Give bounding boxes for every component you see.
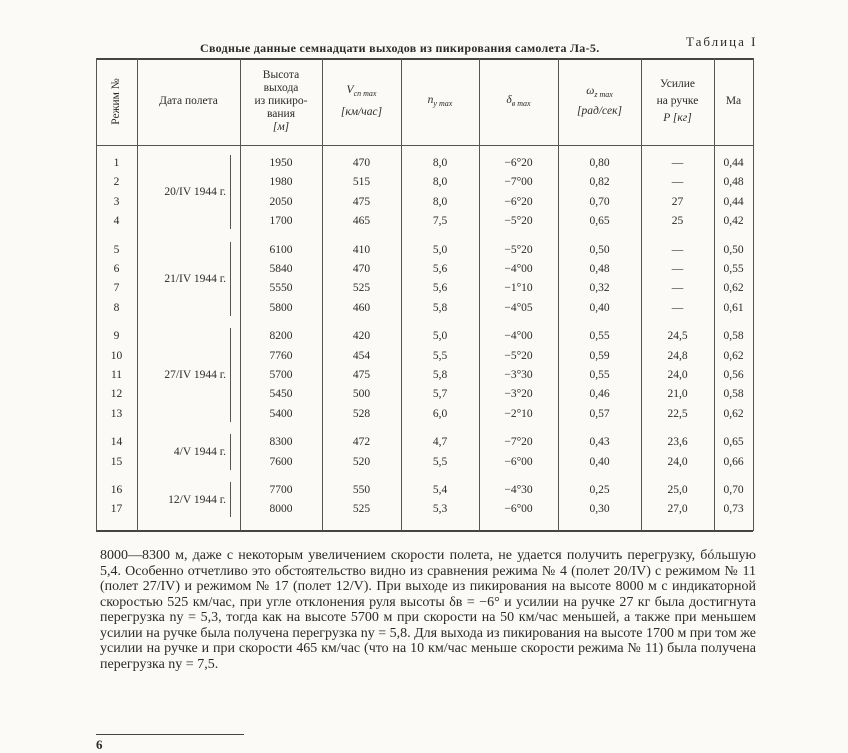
header-delta: $\delta_{в max}$ bbox=[506, 93, 531, 108]
cell-height: 7700 bbox=[269, 484, 293, 496]
cell-omega: 0,30 bbox=[589, 503, 610, 516]
cell-p: 24,0 bbox=[667, 455, 688, 468]
cell-mode: 5 bbox=[113, 243, 120, 256]
cell-v: 528 bbox=[352, 407, 371, 420]
cell-height: 5450 bbox=[269, 388, 293, 401]
cell-delta: −4°30 bbox=[504, 484, 533, 496]
cell-delta: −7°00 bbox=[504, 176, 533, 189]
cell-height: 1980 bbox=[269, 176, 293, 189]
cell-p: 27 bbox=[671, 195, 684, 208]
cell-ma: 0,62 bbox=[723, 349, 744, 362]
cell-p: 27,0 bbox=[667, 503, 688, 516]
cell-ny: 8,0 bbox=[432, 195, 448, 208]
cell-height: 5550 bbox=[269, 282, 293, 295]
cell-height: 1700 bbox=[269, 215, 293, 228]
cell-delta: −5°20 bbox=[504, 243, 533, 256]
cell-ma: 0,50 bbox=[723, 243, 744, 256]
cell-ny: 8,0 bbox=[432, 176, 448, 189]
cell-v: 520 bbox=[352, 455, 371, 468]
cell-ma: 0,48 bbox=[723, 176, 744, 189]
cell-omega: 0,50 bbox=[589, 243, 610, 256]
cell-v: 472 bbox=[352, 436, 371, 449]
header-mach: Ма bbox=[725, 95, 742, 107]
cell-omega: 0,55 bbox=[589, 369, 610, 381]
table-number-label: Таблица I bbox=[686, 34, 758, 49]
cell-ny: 5,0 bbox=[432, 330, 448, 343]
cell-omega: 0,43 bbox=[589, 436, 610, 449]
cell-height: 7760 bbox=[269, 349, 293, 362]
cell-mode: 17 bbox=[110, 503, 123, 516]
cell-omega: 0,46 bbox=[589, 388, 610, 401]
cell-ny: 5,4 bbox=[432, 484, 448, 496]
cell-ny: 5,8 bbox=[432, 369, 448, 381]
cell-delta: −7°20 bbox=[504, 436, 533, 449]
cell-v: 460 bbox=[352, 301, 371, 314]
cell-ma: 0,73 bbox=[723, 503, 744, 516]
group-date: 21/IV 1944 г. bbox=[164, 272, 226, 285]
group-brace bbox=[230, 328, 234, 422]
cell-mode: 15 bbox=[110, 455, 123, 468]
page-number: 6 bbox=[96, 737, 103, 752]
cell-omega: 0,59 bbox=[589, 349, 610, 362]
cell-height: 8300 bbox=[269, 436, 293, 449]
cell-p: — bbox=[671, 243, 684, 256]
column-rule bbox=[137, 58, 138, 531]
cell-delta: −4°00 bbox=[504, 330, 533, 343]
cell-delta: −6°00 bbox=[504, 503, 533, 516]
cell-omega: 0,65 bbox=[589, 215, 610, 228]
cell-delta: −4°05 bbox=[504, 301, 533, 314]
cell-mode: 16 bbox=[110, 484, 123, 496]
cell-ny: 6,0 bbox=[432, 407, 448, 420]
column-rule bbox=[753, 58, 754, 531]
cell-ny: 5,8 bbox=[432, 301, 448, 314]
table-bottom-rule bbox=[96, 530, 753, 532]
cell-v: 420 bbox=[352, 330, 371, 343]
cell-v: 515 bbox=[352, 176, 371, 189]
cell-delta: −2°10 bbox=[504, 407, 533, 420]
cell-v: 410 bbox=[352, 243, 371, 256]
group-date: 27/IV 1944 г. bbox=[164, 369, 226, 381]
cell-v: 475 bbox=[352, 369, 371, 381]
cell-omega: 0,80 bbox=[589, 157, 610, 169]
cell-ma: 0,58 bbox=[723, 388, 744, 401]
cell-ny: 5,3 bbox=[432, 503, 448, 516]
cell-v: 525 bbox=[352, 503, 371, 516]
cell-ma: 0,44 bbox=[723, 195, 744, 208]
cell-height: 5840 bbox=[269, 263, 293, 275]
cell-height: 7600 bbox=[269, 455, 293, 468]
cell-v: 525 bbox=[352, 282, 371, 295]
cell-mode: 7 bbox=[113, 282, 120, 295]
cell-omega: 0,40 bbox=[589, 455, 610, 468]
cell-ny: 5,7 bbox=[432, 388, 448, 401]
cell-p: 24,0 bbox=[667, 369, 688, 381]
group-brace bbox=[230, 155, 234, 229]
cell-p: 25 bbox=[671, 215, 684, 228]
cell-mode: 6 bbox=[113, 263, 120, 275]
cell-v: 470 bbox=[352, 263, 371, 275]
header-date: Дата полета bbox=[159, 95, 218, 107]
cell-p: 22,5 bbox=[667, 407, 688, 420]
cell-mode: 3 bbox=[113, 195, 120, 208]
cell-delta: −3°30 bbox=[504, 369, 533, 381]
cell-p: — bbox=[671, 176, 684, 189]
group-brace bbox=[230, 434, 234, 469]
cell-omega: 0,40 bbox=[589, 301, 610, 314]
cell-ma: 0,70 bbox=[723, 484, 744, 496]
cell-delta: −1°10 bbox=[504, 282, 533, 295]
cell-ny: 5,6 bbox=[432, 282, 448, 295]
cell-mode: 1 bbox=[113, 157, 120, 169]
cell-mode: 13 bbox=[110, 407, 123, 420]
cell-mode: 8 bbox=[113, 301, 120, 314]
cell-ma: 0,61 bbox=[723, 301, 744, 314]
cell-height: 8000 bbox=[269, 503, 293, 516]
cell-p: 25,0 bbox=[667, 484, 688, 496]
cell-v: 465 bbox=[352, 215, 371, 228]
header-rule bbox=[96, 145, 753, 146]
cell-v: 475 bbox=[352, 195, 371, 208]
header-height: Высота выхода из пикиро- вания [м] bbox=[254, 69, 308, 133]
cell-ny: 8,0 bbox=[432, 157, 448, 169]
cell-delta: −4°00 bbox=[504, 263, 533, 275]
cell-p: — bbox=[671, 263, 684, 275]
cell-mode: 2 bbox=[113, 176, 120, 189]
cell-ma: 0,65 bbox=[723, 436, 744, 449]
cell-delta: −6°20 bbox=[504, 157, 533, 169]
cell-ny: 5,0 bbox=[432, 243, 448, 256]
cell-ma: 0,42 bbox=[723, 215, 744, 228]
table-caption: Сводные данные семнадцати выходов из пикирования самолета Ла-5. bbox=[200, 41, 600, 55]
cell-height: 5700 bbox=[269, 369, 293, 381]
cell-mode: 12 bbox=[110, 388, 123, 401]
cell-ma: 0,44 bbox=[723, 157, 744, 169]
cell-mode: 11 bbox=[110, 369, 123, 381]
cell-delta: −3°20 bbox=[504, 388, 533, 401]
cell-mode: 9 bbox=[113, 330, 120, 343]
cell-height: 2050 bbox=[269, 195, 293, 208]
cell-omega: 0,32 bbox=[589, 282, 610, 295]
footer-rule bbox=[96, 734, 244, 735]
group-date: 4/V 1944 г. bbox=[173, 445, 226, 458]
header-force: Усилие на ручке P [кг] bbox=[656, 78, 699, 124]
header-vmax: $V_{сп max}$ [км/час] bbox=[340, 84, 383, 118]
cell-p: — bbox=[671, 282, 684, 295]
cell-p: 21,0 bbox=[667, 388, 688, 401]
cell-omega: 0,55 bbox=[589, 330, 610, 343]
cell-delta: −6°20 bbox=[504, 195, 533, 208]
header-ny: $n_{y max}$ bbox=[427, 93, 453, 108]
cell-mode: 14 bbox=[110, 436, 123, 449]
cell-height: 1950 bbox=[269, 157, 293, 169]
cell-ny: 5,5 bbox=[432, 349, 448, 362]
cell-v: 550 bbox=[352, 484, 371, 496]
cell-ny: 5,5 bbox=[432, 455, 448, 468]
cell-omega: 0,57 bbox=[589, 407, 610, 420]
cell-ny: 4,7 bbox=[432, 436, 448, 449]
cell-height: 5800 bbox=[269, 301, 293, 314]
cell-omega: 0,82 bbox=[589, 176, 610, 189]
data-table bbox=[96, 58, 753, 531]
body-paragraph: 8000—8300 м, даже с некоторым увеличением скорости полета, не удается получить перегрузку, бóльшую 5,4. Особенно отчетливо это обстоятельство видно из сравнения режима № 4 (полет 20/IV) с режимом № 11 (полет 27/IV) и режимом № 17 (полет 12/V). При выходе из пикирования на высоте 8000 м с индикаторной скоростью 525 км/час, при угле отклонения руля высоты δв = −6° и усилии на ручке 27 кг была достигнута перегрузка ny = 5,3, тогда как на высоте 5700 м при скорости на 50 км/час меньшей, а также при меньшем усилии на ручке была получена перегрузка ny = 5,8. Для выхода из пикирования на высоте 1700 м при том же усилии на ручке и при скорости 465 км/час (что на 10 км/час меньше скорости режима № 11) была получена перегрузка ny = 7,5. bbox=[100, 548, 757, 672]
cell-ny: 7,5 bbox=[432, 215, 448, 228]
cell-mode: 10 bbox=[110, 349, 123, 362]
header-mode: Режим № bbox=[110, 78, 123, 125]
cell-delta: −6°00 bbox=[504, 455, 533, 468]
header-omega: $\omega_{z max}$ [рад/сек] bbox=[577, 85, 622, 117]
cell-p: — bbox=[671, 157, 684, 169]
cell-ma: 0,66 bbox=[723, 455, 744, 468]
cell-delta: −5°20 bbox=[504, 215, 533, 228]
cell-v: 500 bbox=[352, 388, 371, 401]
cell-omega: 0,25 bbox=[589, 484, 610, 496]
cell-height: 5400 bbox=[269, 407, 293, 420]
cell-height: 6100 bbox=[269, 243, 293, 256]
cell-p: — bbox=[671, 301, 684, 314]
group-date: 20/IV 1944 г. bbox=[164, 186, 226, 199]
cell-ny: 5,6 bbox=[432, 263, 448, 275]
cell-p: 24,8 bbox=[667, 349, 688, 362]
cell-ma: 0,56 bbox=[723, 369, 744, 381]
cell-omega: 0,48 bbox=[589, 263, 610, 275]
cell-ma: 0,55 bbox=[723, 263, 744, 275]
cell-height: 8200 bbox=[269, 330, 293, 343]
cell-ma: 0,62 bbox=[723, 282, 744, 295]
cell-mode: 4 bbox=[113, 215, 120, 228]
cell-delta: −5°20 bbox=[504, 349, 533, 362]
cell-ma: 0,62 bbox=[723, 407, 744, 420]
cell-p: 24,5 bbox=[667, 330, 688, 343]
group-date: 12/V 1944 г. bbox=[168, 493, 226, 506]
group-brace bbox=[230, 482, 234, 517]
cell-omega: 0,70 bbox=[589, 195, 610, 208]
cell-v: 454 bbox=[352, 349, 371, 362]
cell-v: 470 bbox=[352, 157, 371, 169]
cell-p: 23,6 bbox=[667, 436, 688, 449]
table-top-rule bbox=[96, 58, 753, 60]
group-brace bbox=[230, 242, 234, 316]
cell-ma: 0,58 bbox=[723, 330, 744, 343]
